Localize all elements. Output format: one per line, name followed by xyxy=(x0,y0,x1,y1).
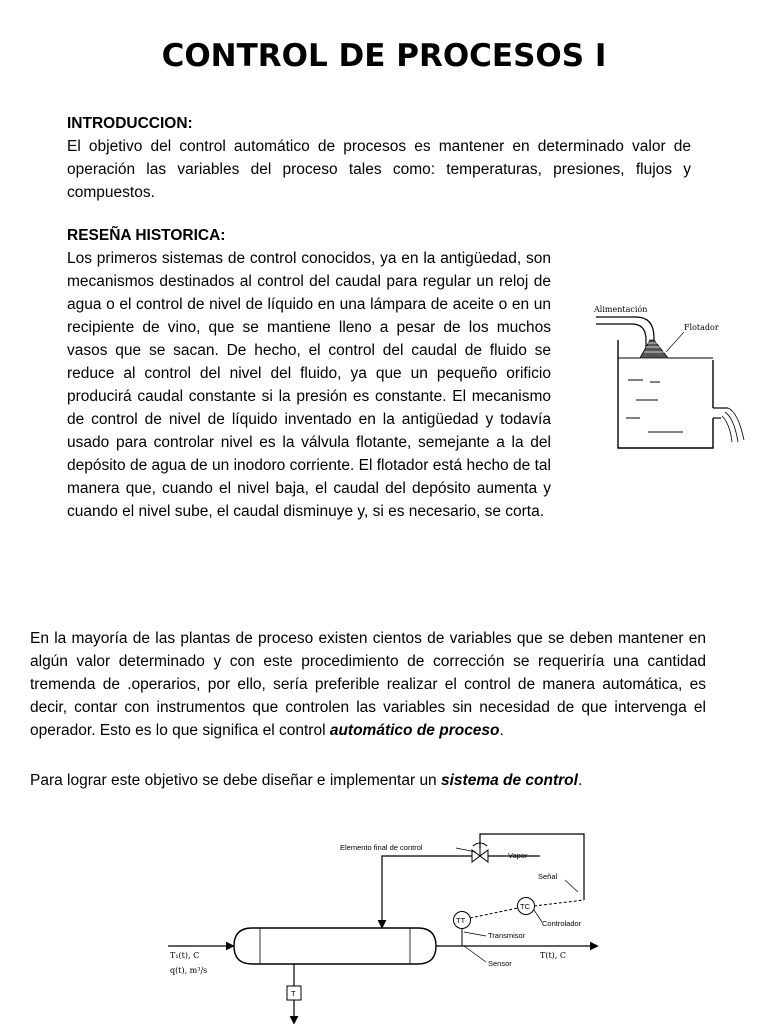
tt-label: TT xyxy=(456,916,466,925)
float-valve-figure xyxy=(588,300,748,460)
feed-label: Alimentación xyxy=(594,305,648,314)
history-section xyxy=(67,224,551,523)
introduction-heading: INTRODUCCION: xyxy=(67,115,193,132)
objective-paragraph xyxy=(30,769,706,792)
paragraph-text: Para lograr este objetivo se debe diseñar e implementar un xyxy=(30,772,441,789)
tc-label: TC xyxy=(520,902,530,911)
paragraph-end: . xyxy=(577,772,583,789)
output-temp-label: T(t), C xyxy=(540,951,566,960)
steam-trap xyxy=(287,986,301,1000)
introduction-section xyxy=(67,112,691,204)
paragraph-text: En la mayoría de las plantas de proceso existen cientos de variables que se deben mantener en algún valor determinado y con este procedimiento de corrección se requeriría una cantidad tremenda de .operarios, por ello, sería preferible realizar el control de manera automática, es decir, contar con instrumentos que controlen las variables sin necesidad de que intervenga el operador. Esto es lo que significa el control xyxy=(30,630,706,739)
automatic-control-paragraph xyxy=(30,627,706,742)
transmitter-label: Transmisor xyxy=(488,931,526,940)
history-heading: RESEÑA HISTORICA: xyxy=(67,227,226,244)
sensor-label: Sensor xyxy=(488,959,512,968)
paragraph-end: . xyxy=(499,722,504,739)
input-flow-label: q(t), m³/s xyxy=(170,966,208,975)
controller-label: Controlador xyxy=(542,919,582,928)
heat-exchanger xyxy=(234,928,436,964)
trap-label: T xyxy=(291,989,296,998)
transmitter-circle xyxy=(454,912,471,929)
paragraph-emphasis: automático de proceso xyxy=(329,722,500,739)
history-text: Los primeros sistemas de control conocidos, ya en la antigüedad, son mecanismos destinados al control del caudal para regular un reloj de agua o el control de nivel de líquido en una lámpara de aceite o en un recipiente de vino, que se mantiene lleno a pesar de los muchos vasos que se sacan. De hecho, el control del caudal de fluido se reduce al control del nivel del fluido, ya que un pequeño orificio producirá caudal constante si la presión es constante. El mecanismo de control de nivel de líquido inventado en la antigüedad y todavía usado para controlar nivel es la válvula flotante, semejante a la del depósito de agua de un inodoro corriente. El flotador está hecho de tal manera que, cuando el nivel baja, el caudal del depósito aumenta y cuando el nivel sube, el caudal disminuye y, si es necesario, se corta. xyxy=(67,250,551,520)
final-element-label: Elemento final de control xyxy=(340,843,423,852)
paragraph-emphasis: sistema de control xyxy=(441,772,578,789)
introduction-text: El objetivo del control automático de procesos es mantener en determinado valor de operación las variables del proceso tales como: temperaturas, presiones, flujos y compuestos. xyxy=(67,138,691,201)
signal-label: Señal xyxy=(538,872,558,881)
page-title: CONTROL DE PROCESOS I xyxy=(161,38,607,74)
float-label: Flotador xyxy=(684,323,719,332)
steam-label: Vapor xyxy=(508,851,528,860)
input-temp-label: T₁(t), C xyxy=(170,951,200,960)
controller-circle xyxy=(518,898,535,915)
process-control-diagram xyxy=(160,828,610,1024)
